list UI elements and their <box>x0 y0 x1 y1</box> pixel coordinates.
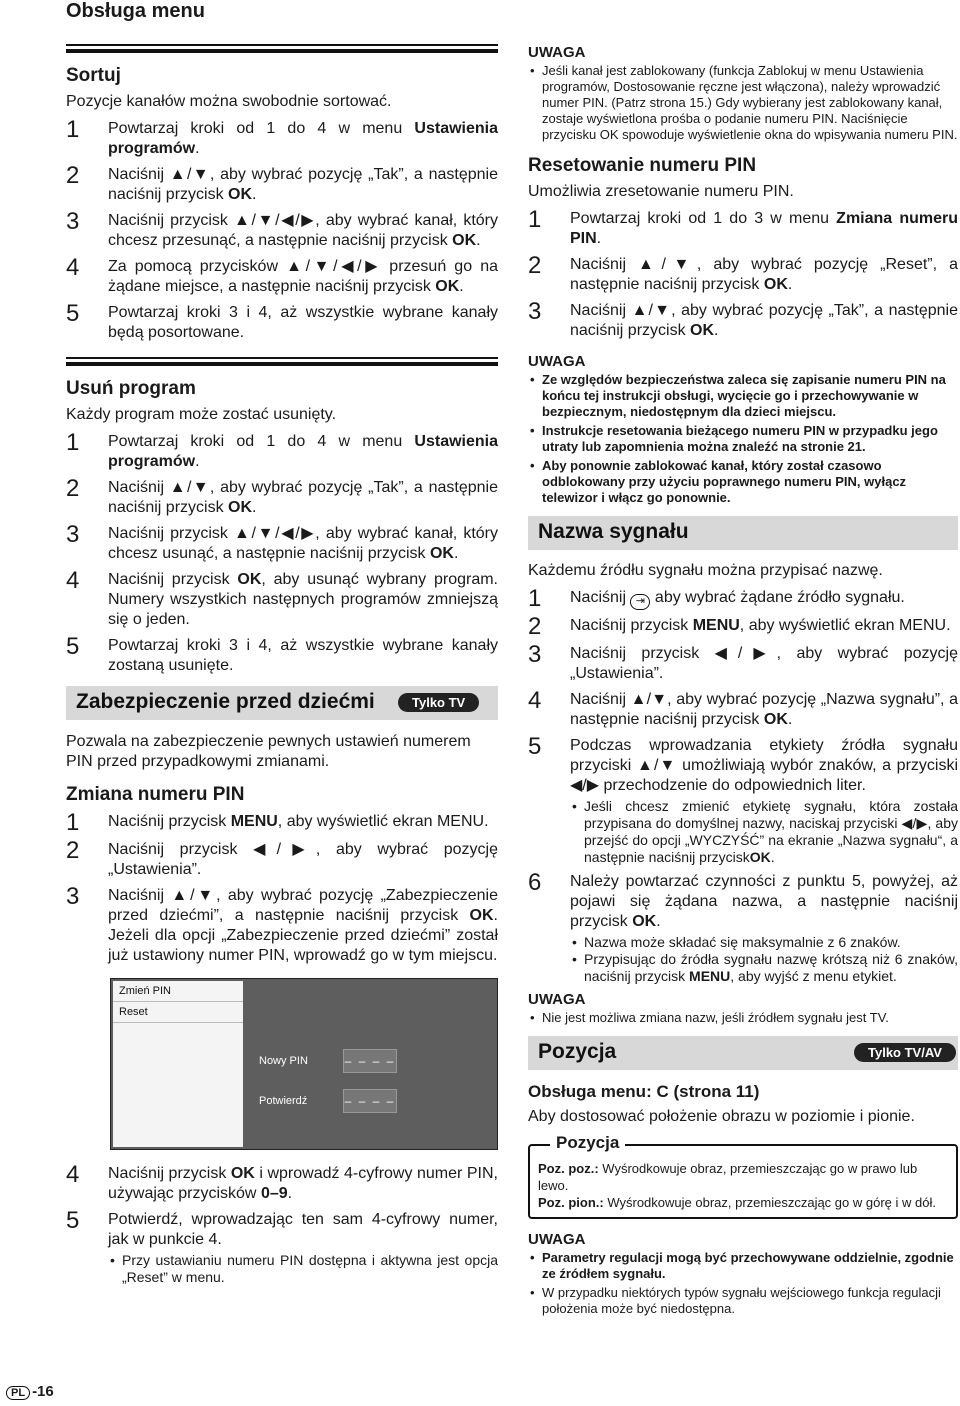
section-lead-reset: Umożliwia zresetowanie numeru PIN. <box>528 183 794 200</box>
step-item <box>528 298 958 341</box>
step-sub-bullet: • Nazwa może składać się maksymalnie z 6 znaków. <box>570 934 958 951</box>
step-number: 5 <box>66 300 80 327</box>
section-title-sortuj: Sortuj <box>66 65 121 86</box>
section-lead-nazwa: Każdemu źródłu sygnału można przypisać nazwę. <box>528 562 883 579</box>
step-item <box>528 252 958 295</box>
steps-reset <box>528 206 959 341</box>
step-number: 1 <box>66 116 80 143</box>
step-number: 5 <box>66 1207 80 1234</box>
step-item <box>66 521 498 564</box>
step-number: 2 <box>66 162 80 189</box>
step-number: 1 <box>528 585 542 612</box>
step-item <box>528 613 958 640</box>
section-lead-zabezpieczenie: Pozwala na zabezpieczenie pewnych ustawień numerem PIN przed przypadkowymi zmianami. <box>66 733 471 770</box>
section-title-pozycja: Pozycja <box>538 1040 617 1063</box>
step-number: 4 <box>66 1161 80 1188</box>
step-item <box>66 475 498 518</box>
section-bar-nazwa <box>528 516 958 550</box>
step-item <box>66 1161 499 1204</box>
step-text: Naciśnij przycisk OK i wprowadź 4-cyfrowy numer PIN, używając przycisków 0–9. <box>108 1165 499 1202</box>
step-text: Potwierdź, wprowadzając ten sam 4-cyfrowy numer, jak w punkcie 4. • Przy ustawianiu numeru PIN dostępna i aktywna jest opcja „Reset” w menu. <box>108 1210 498 1286</box>
step-item <box>66 429 498 472</box>
section-title-zabezpieczenie: Zabezpieczenie przed dziećmi <box>76 690 375 713</box>
confirm-pin-field[interactable]: – – – – <box>343 1089 397 1113</box>
step-text: Naciśnij przycisk ▲/▼/◀/▶, aby wybrać kanał, który chcesz przesunąć, a następnie naciśnij przycisk OK. <box>108 212 498 249</box>
menu-item-reset[interactable]: Reset <box>113 1002 243 1023</box>
step-text: Powtarzaj kroki 3 i 4, aż wszystkie wybrane kanały zostaną usunięte. <box>108 637 498 674</box>
step-number: 4 <box>66 567 80 594</box>
section-title-reset: Resetowanie numeru PIN <box>528 155 757 176</box>
step-item <box>66 162 498 205</box>
step-number: 2 <box>66 475 80 502</box>
step-text: Naciśnij ▲/▼, aby wybrać pozycję „Reset”, a następnie naciśnij przycisk OK. <box>570 256 958 293</box>
step-text: Naciśnij ▲/▼, aby wybrać pozycję „Zabezpieczenie przed dziećmi”, a następnie naciśnij przycisk OK. Jeżeli dla opcji „Zabezpieczenie przed dziećmi” został już ustawiony numer PIN, wprowadź go w tym miejscu. <box>108 887 498 964</box>
page-number: -16 <box>32 1383 54 1400</box>
step-text: Naciśnij przycisk ◀/▶, aby wybrać pozycję „Ustawienia”. <box>108 841 498 878</box>
step-text: Naciśnij przycisk ◀/▶, aby wybrać pozycję „Ustawienia”. <box>570 645 958 682</box>
note-list <box>528 63 958 143</box>
step-item <box>66 116 498 159</box>
pin-menu-screen <box>110 978 498 1150</box>
step-sub-bullet: • Jeśli chcesz zmienić etykietę sygnału, która została przypisana do domyślnej nazwy, naciskaj przyciski ◀/▶, aby przejść do opcji „WYCZYŚĆ” na ekranie „Nazwa sygnału“, a następnie naciśnij przyciskOK. <box>570 798 958 866</box>
step-number: 3 <box>528 641 542 668</box>
note-item: • Jeśli kanał jest zablokowany (funkcja Zablokuj w menu Ustawienia programów, Dostosowanie ręczne jest włączona), należy wprowadzić numer PIN. (Patrz strona 15.) Gdy wybierany jest zablokowany kanał, zostaje wyświetlona prośba o podanie numeru PIN. Naciśnięcie przycisku OK spowoduje wyświetlenie okna do wpisywania numeru PIN. <box>528 63 958 143</box>
step-text: Naciśnij ▲/▼, aby wybrać pozycję „Tak”, a następnie naciśnij przycisk OK. <box>108 166 498 203</box>
section-lead-pozycja: Aby dostosować położenie obrazu w poziomie i pionie. <box>528 1108 915 1125</box>
step-text: Należy powtarzać czynności z punktu 5, powyżej, aż pojawi się żądana nazwa, a następnie naciśnij przycisk OK. • Nazwa może składać się maksymalnie z 6 znaków. • Przypisując do źródła sygnału nazwę krótszą niż 6 znaków, naciśnij przycisk MENU, aby wyjść z menu etykiet. <box>570 872 958 985</box>
left-column <box>66 44 498 1292</box>
pin-menu-list <box>113 981 243 1147</box>
step-number: 3 <box>66 883 80 910</box>
note-list <box>528 1250 958 1317</box>
step-item <box>66 300 498 343</box>
note-list <box>528 372 958 506</box>
step-item <box>528 585 958 612</box>
note-title: UWAGA <box>528 1231 586 1248</box>
step-number: 1 <box>66 809 80 836</box>
step-number: 1 <box>528 206 542 233</box>
section-lead-sortuj: Pozycje kanałów można swobodnie sortować. <box>66 93 392 110</box>
step-item <box>528 733 958 866</box>
step-sub-bullet: • Przy ustawianiu numeru PIN dostępna i aktywna jest opcja „Reset” w menu. <box>108 1252 498 1286</box>
step-number: 6 <box>528 869 542 896</box>
step-item <box>66 809 498 836</box>
step-number: 4 <box>66 254 80 281</box>
step-item <box>528 869 958 985</box>
step-text: Powtarzaj kroki od 1 do 4 w menu Ustawienia programów. <box>108 120 498 157</box>
step-item <box>66 208 498 251</box>
section-bar-pozycja <box>528 1036 958 1070</box>
section-title-usun: Usuń program <box>66 378 196 399</box>
step-sub-bullet: • Przypisując do źródła sygnału nazwę krótszą niż 6 znaków, naciśnij przycisk MENU, aby wyjść z menu etykiet. <box>570 951 958 985</box>
page-footer <box>6 1383 54 1400</box>
step-number: 4 <box>528 687 542 714</box>
step-text: Naciśnij przycisk MENU, aby wyświetlić ekran MENU. <box>108 813 489 830</box>
step-number: 5 <box>528 733 542 760</box>
step-item <box>528 687 958 730</box>
step-item <box>66 254 498 297</box>
pozycja-row-poz: Poz. poz.: Wyśrodkowuje obraz, przemieszczając go w prawo lub lewo. <box>538 1161 918 1193</box>
badge-tylko-tv: Tylko TV <box>398 693 479 712</box>
note-item: • Instrukcje resetowania bieżącego numeru PIN w przypadku jego utraty lub zapomnienia można znaleźć na stronie 21. <box>528 423 958 455</box>
note-item: • Parametry regulacji mogą być przechowywane oddzielnie, zgodnie ze źródłem sygnału. <box>528 1250 958 1282</box>
note-item: • Aby ponownie zablokować kanał, który został czasowo odblokowany przy użyciu poprawnego numeru PIN, wyłącz telewizor i włącz go ponownie. <box>528 458 958 506</box>
step-text: Naciśnij ⇥ aby wybrać żądane źródło sygnału. <box>570 588 958 610</box>
step-number: 5 <box>66 633 80 660</box>
section-lead-usun: Każdy program może zostać usunięty. <box>66 406 337 423</box>
step-text: Powtarzaj kroki od 1 do 4 w menu Ustawienia programów. <box>108 433 498 470</box>
note-title: UWAGA <box>528 44 586 61</box>
subsection-title-obsluga: Obsługa menu: C (strona 11) <box>528 1082 760 1101</box>
steps-usun <box>66 429 499 676</box>
note-title: UWAGA <box>528 991 586 1008</box>
step-number: 2 <box>528 613 542 640</box>
step-text: Naciśnij ▲/▼, aby wybrać pozycję „Nazwa sygnału”, a następnie naciśnij przycisk OK. <box>570 691 958 728</box>
menu-item-zmien-pin[interactable]: Zmień PIN <box>113 981 243 1002</box>
step-text: Naciśnij przycisk ▲/▼/◀/▶, aby wybrać kanał, który chcesz usunąć, a następnie naciśnij przycisk OK. <box>108 525 498 562</box>
step-number: 2 <box>66 837 80 864</box>
step-text: Powtarzaj kroki od 1 do 3 w menu Zmiana numeru PIN. <box>570 210 959 247</box>
step-number: 3 <box>66 521 80 548</box>
section-title-nazwa: Nazwa sygnału <box>538 520 689 543</box>
step-item <box>66 883 498 966</box>
section-bar-zabezpieczenie <box>66 686 498 720</box>
pozycja-box <box>528 1133 958 1219</box>
step-text: Naciśnij przycisk MENU, aby wyświetlić ekran MENU. <box>570 617 951 634</box>
new-pin-field[interactable]: – – – – <box>343 1049 397 1073</box>
new-pin-label: Nowy PIN <box>259 1055 308 1067</box>
step-text: Podczas wprowadzania etykiety źródła sygnału przyciski ▲/▼ umożliwiają wybór znaków, a przyciski ◀/▶ przechodzenie do odpowiednich liter. • Jeśli chcesz zmienić etykietę sygnału, która została przypisana do domyślnej nazwy, naciskaj przyciski ◀/▶, aby przejść do opcji „WYCZYŚĆ” na ekranie „Nazwa sygnału“, a następnie naciśnij przyciskOK. <box>570 736 958 866</box>
note-title: UWAGA <box>528 353 586 370</box>
steps-sortuj <box>66 116 498 343</box>
step-number: 1 <box>66 429 80 456</box>
step-number: 3 <box>528 298 542 325</box>
subsection-title-zmiana-pin: Zmiana numeru PIN <box>66 784 245 805</box>
step-text: Za pomocą przycisków ▲/▼/◀/▶ przesuń go na żądane miejsce, a następnie naciśnij przycisk OK. <box>108 258 498 295</box>
step-text: Naciśnij przycisk OK, aby usunąć wybrany program. Numery wszystkich następnych programów zmniejszą się o jeden. <box>108 571 499 628</box>
step-item <box>66 837 498 880</box>
step-number: 2 <box>528 252 542 279</box>
pozycja-row-pion: Poz. pion.: Wyśrodkowuje obraz, przemieszczając go w górę i w dół. <box>538 1195 936 1210</box>
step-text: Powtarzaj kroki 3 i 4, aż wszystkie wybrane kanały będą posortowane. <box>108 304 498 341</box>
page-title: Obsługa menu <box>66 0 205 22</box>
note-list <box>528 1010 958 1026</box>
note-item: • Ze względów bezpieczeństwa zaleca się zapisanie numeru PIN na końcu tej instrukcji obsługi, wycięcie go i przechowywanie w bezpiecznym, niedostępnym dla dzieci miejscu. <box>528 372 958 420</box>
step-text: Naciśnij ▲/▼, aby wybrać pozycję „Tak”, a następnie naciśnij przycisk OK. <box>108 479 498 516</box>
step-item <box>528 641 958 684</box>
step-item <box>66 1207 498 1286</box>
right-column <box>528 44 958 1320</box>
step-item <box>66 633 498 676</box>
step-text: Naciśnij ▲/▼, aby wybrać pozycję „Tak”, a następnie naciśnij przycisk OK. <box>570 302 958 339</box>
steps-zmiana-pin <box>66 809 498 966</box>
section-divider <box>66 44 498 53</box>
confirm-pin-label: Potwierdź <box>259 1095 308 1107</box>
language-badge: PL <box>6 1386 30 1400</box>
step-item <box>528 206 959 249</box>
section-divider <box>66 357 498 366</box>
step-number: 3 <box>66 208 80 235</box>
step-item <box>66 567 499 630</box>
note-item: • W przypadku niektórych typów sygnału wejściowego funkcja regulacji położenia może być niedostępna. <box>528 1285 958 1317</box>
pozycja-box-title: Pozycja <box>550 1134 625 1151</box>
badge-tylko-tv-av: Tylko TV/AV <box>854 1043 956 1062</box>
note-item: • Nie jest możliwa zmiana nazw, jeśli źródłem sygnału jest TV. <box>528 1010 958 1026</box>
input-source-icon: ⇥ <box>630 594 650 610</box>
